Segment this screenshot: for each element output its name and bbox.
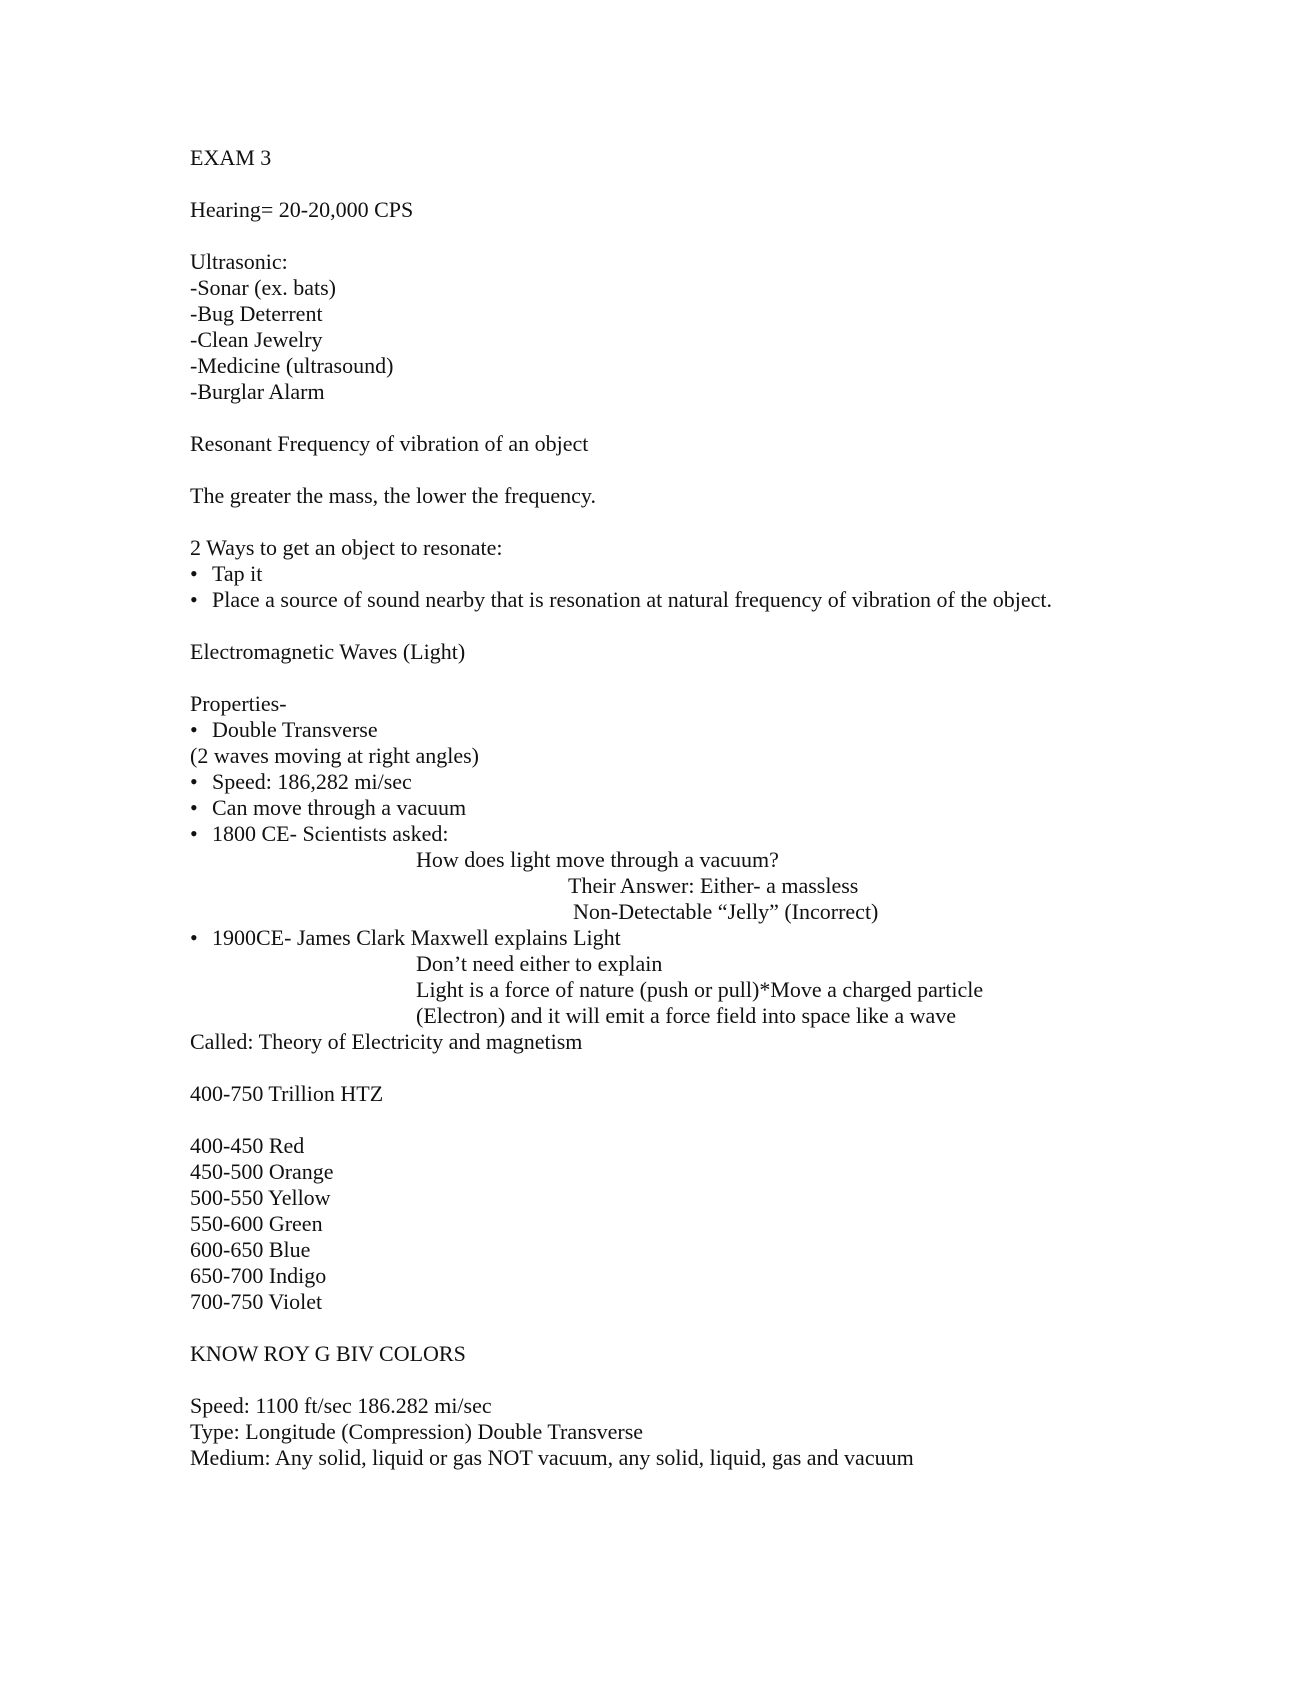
color-range: 500-550 Yellow [190, 1185, 331, 1210]
roygbiv-note: KNOW ROY G BIV COLORS [190, 1341, 466, 1366]
color-range: 400-450 Red [190, 1133, 305, 1158]
property-bullet [190, 716, 378, 743]
color-range: 650-700 Indigo [190, 1263, 327, 1288]
bullet-glyph: • [190, 925, 198, 950]
bullet-text: 1900CE- James Clark Maxwell explains Light [212, 925, 621, 950]
em-waves-heading: Electromagnetic Waves (Light) [190, 639, 466, 664]
comparison-medium: Medium: Any solid, liquid or gas NOT vacuum, any solid, liquid, gas and vacuum [190, 1445, 914, 1470]
resonant-frequency-text: Resonant Frequency of vibration of an object [190, 431, 589, 456]
answer-line: Non-Detectable “Jelly” (Incorrect) [573, 899, 879, 924]
bullet-text: Speed: 186,282 mi/sec [212, 769, 412, 794]
bullet-glyph: • [190, 717, 198, 742]
property-note: (2 waves moving at right angles) [190, 743, 479, 768]
frequency-range: 400-750 Trillion HTZ [190, 1081, 384, 1106]
bullet-text: Double Transverse [212, 717, 378, 742]
page-title: EXAM 3 [190, 145, 272, 170]
maxwell-line: Don’t need either to explain [416, 951, 663, 976]
maxwell-line: Light is a force of nature (push or pull)*Move a charged particle [416, 977, 984, 1002]
color-range: 450-500 Orange [190, 1159, 334, 1184]
hearing-range: Hearing= 20-20,000 CPS [190, 197, 414, 222]
resonate-bullet [190, 586, 1052, 613]
property-bullet [190, 794, 466, 821]
maxwell-line: (Electron) and it will emit a force field into space like a wave [416, 1003, 956, 1028]
color-range: 700-750 Violet [190, 1289, 323, 1314]
bullet-glyph: • [190, 561, 198, 586]
ultrasonic-item: -Medicine (ultrasound) [190, 353, 394, 378]
comparison-speed: Speed: 1100 ft/sec 186.282 mi/sec [190, 1393, 492, 1418]
ultrasonic-heading: Ultrasonic: [190, 249, 288, 274]
color-range: 600-650 Blue [190, 1237, 311, 1262]
bullet-glyph: • [190, 769, 198, 794]
ultrasonic-item: -Burglar Alarm [190, 379, 325, 404]
bullet-text: Place a source of sound nearby that is resonation at natural frequency of vibration of the object. [212, 587, 1052, 612]
mass-rule-text: The greater the mass, the lower the frequency. [190, 483, 597, 508]
bullet-text: Tap it [212, 561, 263, 586]
properties-heading: Properties- [190, 691, 287, 716]
bullet-glyph: • [190, 587, 198, 612]
property-bullet [190, 820, 448, 847]
ultrasonic-item: -Sonar (ex. bats) [190, 275, 337, 300]
property-bullet [190, 768, 412, 795]
bullet-glyph: • [190, 821, 198, 846]
resonate-bullet [190, 560, 262, 587]
ultrasonic-item: -Clean Jewelry [190, 327, 323, 352]
property-bullet [190, 924, 621, 951]
theory-called: Called: Theory of Electricity and magnetism [190, 1029, 583, 1054]
bullet-text: Can move through a vacuum [212, 795, 467, 820]
color-range: 550-600 Green [190, 1211, 323, 1236]
ultrasonic-item: -Bug Deterrent [190, 301, 323, 326]
question-1800: How does light move through a vacuum? [416, 847, 779, 872]
bullet-text: 1800 CE- Scientists asked: [212, 821, 449, 846]
bullet-glyph: • [190, 795, 198, 820]
answer-line: Their Answer: Either- a massless [568, 873, 859, 898]
resonate-heading: 2 Ways to get an object to resonate: [190, 535, 503, 560]
comparison-type: Type: Longitude (Compression) Double Transverse [190, 1419, 644, 1444]
